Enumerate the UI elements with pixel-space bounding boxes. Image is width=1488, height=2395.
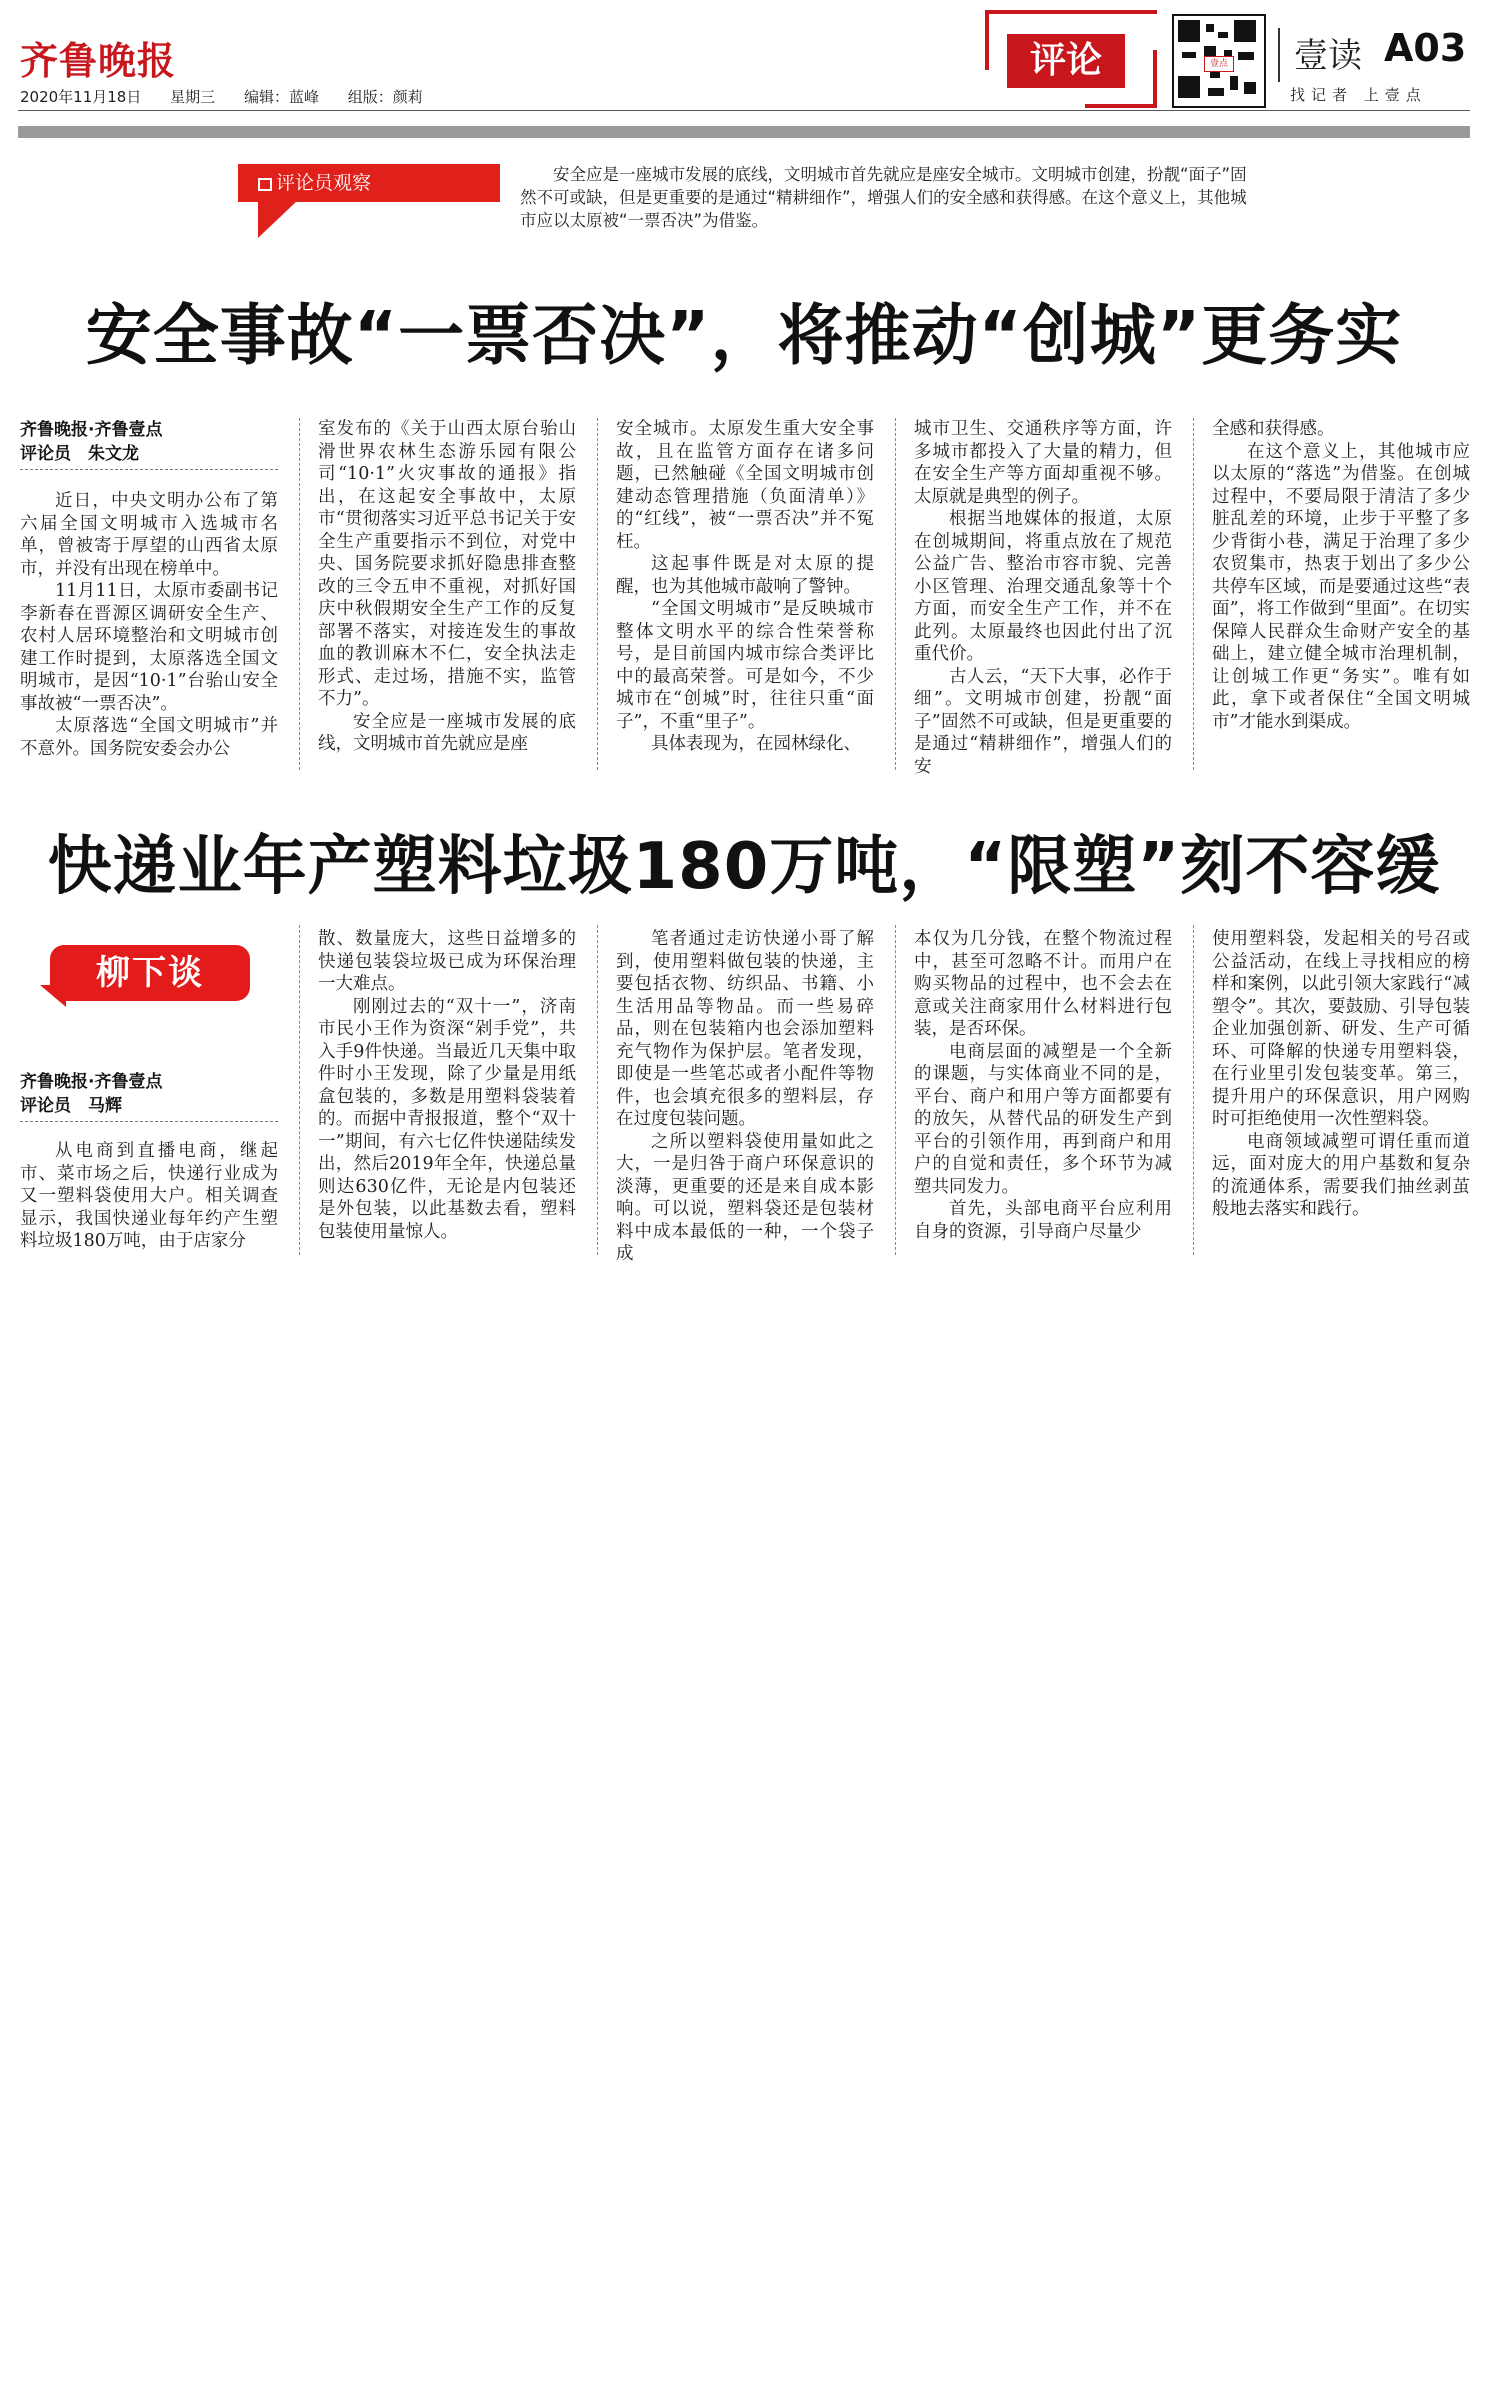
column-divider: [299, 925, 300, 1255]
column-divider: [1193, 925, 1194, 1255]
byline-outlet: 齐鲁晚报·齐鲁壹点: [20, 1072, 163, 1092]
column-divider: [299, 418, 300, 770]
byline-divider: [20, 1121, 278, 1122]
paragraph: 根据当地媒体的报道，太原在创城期间，将重点放在了规范公益广告、整治市容市貌、完善小区管理、治理交通乱象等十个方面，而安全生产工作，并不在此列。太原最终也因此付出了沉重代价。: [914, 509, 1172, 664]
paragraph: 从电商到直播电商，继起市、菜市场之后，快递行业成为又一塑料袋使用大户。相关调查显示，我国快递业每年约产生塑料垃圾180万吨，由于店家分: [20, 1141, 278, 1251]
header-rule: [18, 110, 1470, 111]
byline-author: 评论员 马辉: [20, 1096, 122, 1116]
article2-column-5: [1212, 928, 1470, 1221]
header-divider: [1278, 28, 1280, 82]
byline-author: 评论员 朱文龙: [20, 444, 139, 464]
paragraph: 使用塑料袋，发起相关的号召或公益活动，在线上寻找相应的榜样和案例，以此引领大家践行“减塑令”。其次，要鼓励、引导包装企业加强创新、研发、生产可循环、可降解的快递专用塑料袋，在行业里引发包装变革。第三，提升用户的环保意识，用户网购时可拒绝使用一次性塑料袋。: [1212, 929, 1470, 1129]
article1-lead: 安全应是一座城市发展的底线，文明城市首先就应是座安全城市。文明城市创建，扮靓“面子”固然不可或缺，但是更重要的是通过“精耕细作”，增强人们的安全感和获得感。在这个意义上，其他城市应以太原被“一票否决”为借鉴。: [520, 165, 1247, 230]
column-divider: [895, 925, 896, 1255]
article1-column-1: [20, 490, 278, 760]
dateline: [20, 86, 441, 107]
paragraph: “全国文明城市”是反映城市整体文明水平的综合性荣誉称号，是目前国内城市综合类评比中的最高荣誉。可是如今，不少城市在“创城”时，往往只重“面子”，不重“里子”。: [616, 599, 874, 732]
observer-tag-tail: [258, 200, 298, 238]
observer-tag: [238, 164, 500, 202]
byline-outlet: 齐鲁晚报·齐鲁壹点: [20, 420, 163, 440]
paragraph: 11月11日，太原市委副书记李新春在晋源区调研安全生产、农村人居环境整治和文明城市创建工作时提到，太原落选全国文明城市，是因“10·1”台骀山安全事故被“一票否决”。: [20, 581, 278, 714]
qr-caption: 壹点: [1204, 56, 1234, 72]
edition-name: 壹读: [1294, 36, 1362, 76]
article2-column-3: [616, 928, 874, 1266]
paragraph: 刚刚过去的“双十一”，济南市民小王作为资深“剁手党”，共入手9件快递。当最近几天集中取件时小王发现，除了少量是用纸盒包装的，多数是用塑料袋装着的。而据中青报报道，整个“双十一”期间，有六七亿件快递陆续发出，然后2019年全年，快递总量则达630亿件，无论是内包装还是外包装，以此基数去看，塑料包装使用量惊人。: [318, 996, 576, 1242]
column-divider: [1193, 418, 1194, 770]
article1-column-2: [318, 418, 576, 756]
paragraph: 首先，头部电商平台应利用自身的资源，引导商户尽量少: [914, 1199, 1172, 1242]
article2-column-2: [318, 928, 576, 1243]
paragraph: 之所以塑料袋使用量如此之大，一是归咎于商户环保意识的淡薄，更重要的还是来自成本影响。可以说，塑料袋还是包装材料中成本最低的一种，一个袋子成: [616, 1131, 874, 1264]
paragraph: 安全城市。太原发生重大安全事故，且在监管方面存在诸多问题，已然触碰《全国文明城市创建动态管理措施（负面清单）》的“红线”，被“一票否决”并不冤枉。: [616, 419, 874, 552]
article1-headline[interactable]: 安全事故“一票否决”，将推动“创城”更务实: [85, 297, 1403, 374]
article1-byline: [20, 418, 278, 466]
article2-column-4: [914, 928, 1172, 1243]
slogan: 找记者 上壹点: [1290, 86, 1427, 104]
byline-divider: [20, 469, 278, 470]
column-divider: [895, 418, 896, 770]
editor-credit: 编辑：蓝峰: [243, 88, 319, 106]
article2-column-1: [20, 1140, 278, 1253]
issue-date: 2020年11月18日: [20, 88, 142, 106]
observer-tag-label: 评论员观察: [276, 172, 372, 194]
article2-byline: [20, 1070, 278, 1118]
layout-credit: 组版：颜莉: [347, 88, 423, 106]
column-divider: [597, 925, 598, 1255]
paragraph: 本仅为几分钱，在整个物流过程中，甚至可忽略不计。而用户在购买物品的过程中，也不会去在意或关注商家用什么材料进行包装，是否环保。: [914, 929, 1172, 1039]
paragraph: 散、数量庞大，这些日益增多的快递包装袋垃圾已成为环保治理一大难点。: [318, 929, 576, 994]
paragraph: 电商领域减塑可谓任重而道远，面对庞大的用户基数和复杂的流通体系，需要我们抽丝剥茧般地去落实和践行。: [1212, 1131, 1470, 1219]
paragraph: 具体表现为，在园林绿化、: [651, 734, 861, 754]
paragraph: 安全应是一座城市发展的底线，文明城市首先就应是座: [318, 711, 576, 754]
qr-code-icon[interactable]: [1172, 14, 1266, 108]
box-icon: [258, 178, 272, 191]
newspaper-logo: 齐鲁晚报: [20, 38, 177, 83]
paragraph: 这起事件既是对太原的提醒，也为其他城市敲响了警钟。: [616, 554, 874, 597]
article1-column-5: [1212, 418, 1470, 733]
paragraph: 城市卫生、交通秩序等方面，许多城市都投入了大量的精力，但在安全生产等方面却重视不够。太原就是典型的例子。: [914, 419, 1172, 507]
section-label: 评论: [1007, 34, 1125, 88]
page-number: A03: [1384, 26, 1467, 70]
paragraph: 笔者通过走访快递小哥了解到，使用塑料做包装的快递，主要包括衣物、纺织品、书籍、小生活用品等物品。而一些易碎品，则在包装箱内也会添加塑料充气物作为保护层。笔者发现，即使是一些笔芯或者小配件等物件，也会填充很多的塑料层，存在过度包装问题。: [616, 929, 874, 1129]
paragraph: 电商层面的减塑是一个全新的课题，与实体商业不同的是，平台、商户和用户等方面都要有的放矢，从替代品的研发生产到平台的引领作用，再到商户和用户的自觉和责任，多个环节为减塑共同发力。: [914, 1041, 1172, 1197]
column-tag: [40, 945, 252, 1007]
paragraph: 全感和获得感。: [1212, 419, 1335, 439]
header-bar: [18, 126, 1470, 138]
column-tag-label: 柳下谈: [50, 945, 250, 1001]
article2-headline[interactable]: 快递业年产塑料垃圾180万吨，“限塑”刻不容缓: [47, 830, 1441, 904]
paragraph: 近日，中央文明办公布了第六届全国文明城市入选城市名单，曾被寄于厚望的山西省太原市，并没有出现在榜单中。: [20, 491, 278, 579]
issue-weekday: 星期三: [170, 88, 216, 106]
paragraph: 室发布的《关于山西太原台骀山滑世界农林生态游乐园有限公司“10·1”火灾事故的通报》指出，在这起安全事故中，太原市“贯彻落实习近平总书记关于安全生产重要指示不到位，对党中央、国务院要求抓好隐患排查整改的三令五申不重视，对抓好国庆中秋假期安全生产工作的反复部署不落实，对接连发生的事故血的教训麻木不仁，安全执法走形式、走过场，措施不实，监管不力”。: [318, 419, 576, 709]
article1-column-3: [616, 418, 874, 756]
section-badge: [985, 10, 1157, 108]
paragraph: 在这个意义上，其他城市应以太原的“落选”为借鉴。在创城过程中，不要局限于清洁了多少脏乱差的环境，止步于平整了多少背街小巷，满足于治理了多少农贸集市，热衷于划出了多少公共停车区域，而是要通过这些“表面”，将工作做到“里面”。在切实保障人民群众生命财产安全的基础上，建立健全城市治理机制，让创城工作更“务实”。唯有如此，拿下或者保住“全国文明城市”才能水到渠成。: [1212, 441, 1470, 732]
article1-column-4: [914, 418, 1172, 778]
paragraph: 古人云，“天下大事，必作于细”。文明城市创建，扮靓“面子”固然不可或缺，但是更重要的是通过“精耕细作”，增强人们的安: [914, 666, 1172, 777]
column-divider: [597, 418, 598, 770]
paragraph: 太原落选“全国文明城市”并不意外。国务院安委会办公: [20, 716, 278, 759]
